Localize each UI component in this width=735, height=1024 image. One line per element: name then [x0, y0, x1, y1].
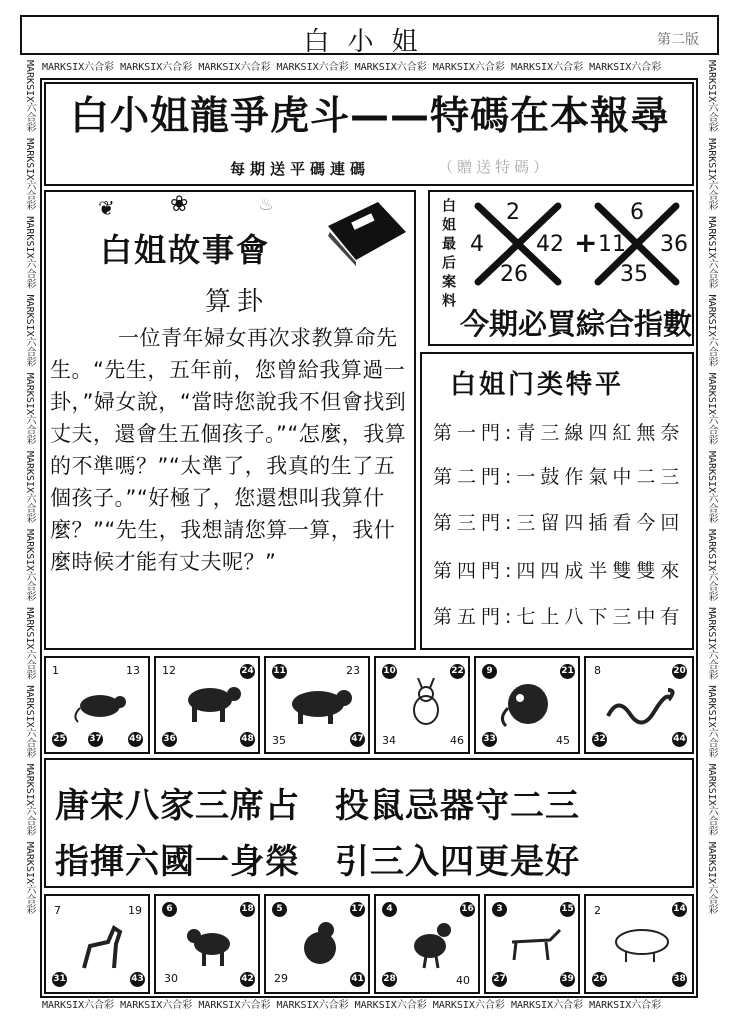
zodiac-number: 48 [240, 732, 255, 747]
gate-row [433, 418, 684, 445]
zodiac-number: 5 [272, 902, 287, 917]
zodiac-number: 7 [54, 904, 61, 917]
zodiac-number: 35 [272, 734, 286, 747]
zodiac-number: 11 [272, 664, 287, 679]
index-side-label: 白姐最后案料 [440, 198, 456, 312]
zodiac-number: 26 [592, 972, 607, 987]
border-text: MARKSIX六合彩 [706, 372, 717, 445]
zodiac-cell-snake [584, 656, 694, 754]
border-text: MARKSIX六合彩 [276, 1000, 349, 1011]
zodiac-number: 20 [672, 664, 687, 679]
zodiac-number: 10 [382, 664, 397, 679]
zodiac-number: 45 [556, 734, 570, 747]
index-number: 6 [630, 200, 644, 225]
tulip-icon: ❦ [98, 196, 115, 220]
border-text: MARKSIX六合彩 [706, 450, 717, 524]
zodiac-number: 8 [594, 664, 601, 677]
zodiac-number: 1 [52, 664, 59, 677]
zodiac-cell-rabbit [374, 656, 470, 754]
zodiac-cell-pig [584, 894, 694, 994]
zodiac-row-top [44, 656, 694, 754]
border-text: MARKSIX六合彩 [706, 763, 717, 836]
border-text: MARKSIX六合彩 [24, 138, 35, 211]
zodiac-number: 14 [672, 902, 687, 917]
zodiac-number: 47 [350, 732, 365, 747]
gate-row [433, 462, 684, 489]
border-text: MARKSIX六合彩 [24, 60, 35, 133]
zodiac-number: 44 [672, 732, 687, 747]
dragon-icon [498, 678, 560, 728]
border-text: MARKSIX六合彩 [198, 1000, 271, 1011]
gate-value: 七上八下三中有 [516, 606, 685, 628]
border-text: MARKSIX六合彩 [589, 62, 662, 73]
gate-label: 第一門: [433, 422, 517, 444]
border-text: MARKSIX六合彩 [706, 529, 717, 602]
border-text: MARKSIX六合彩 [24, 841, 35, 915]
border-text: MARKSIX六合彩 [24, 216, 35, 289]
border-text: MARKSIX六合彩 [120, 62, 193, 73]
gate-label: 第四門: [433, 560, 517, 582]
border-text: MARKSIX六合彩 [42, 62, 115, 73]
border-text: MARKSIX六合彩 [706, 607, 717, 680]
subline: 每期送平碼連碼 [230, 160, 371, 178]
flower-icon: ❀ [170, 192, 189, 217]
border-text: MARKSIX六合彩 [24, 450, 35, 524]
zodiac-cell-goat [154, 894, 260, 994]
gate-label: 第五門: [433, 606, 517, 628]
zodiac-number: 46 [450, 734, 464, 747]
index-number: 36 [660, 232, 688, 257]
border-text: MARKSIX六合彩 [24, 607, 35, 680]
zodiac-number: 17 [350, 902, 365, 917]
zodiac-number: 29 [274, 972, 288, 985]
index-number: 2 [506, 200, 520, 225]
zodiac-cell-monkey [264, 894, 370, 994]
zodiac-number: 18 [240, 902, 255, 917]
story-body: 一位青年婦女再次求教算命先生。“先生，五年前，您曾給我算過一卦，”婦女說，“當時您說我不但會找到丈夫，還會生五個孩子。”“怎麼，我算的不準嗎？”“太準了，我真的生了五個孩子。”“好極了，您還想叫我算什麼？”“先生，我想請您算一算，我什麼時候才能有丈夫呢？” [50, 326, 407, 574]
zodiac-number: 32 [592, 732, 607, 747]
zodiac-number: 21 [560, 664, 575, 679]
zodiac-cell-dragon [474, 656, 580, 754]
zodiac-number: 4 [382, 902, 397, 917]
zodiac-number: 38 [672, 972, 687, 987]
headline: 白小姐龍爭虎斗——特碼在本報尋 [69, 94, 670, 139]
border-text: MARKSIX六合彩 [24, 372, 35, 445]
zodiac-number: 19 [128, 904, 142, 917]
gate-row [433, 556, 684, 583]
zodiac-cell-horse [44, 894, 150, 994]
gate-label: 第三門: [433, 512, 517, 534]
border-text: MARKSIX六合彩 [706, 138, 717, 211]
poem-line-1: 唐宋八家三席占 投鼠忌器守二三 [55, 786, 580, 826]
gate-label: 第二門: [433, 466, 517, 488]
border-text: MARKSIX六合彩 [706, 294, 717, 367]
zodiac-number: 16 [460, 902, 475, 917]
zodiac-number: 12 [162, 664, 176, 677]
zodiac-number: 13 [126, 664, 140, 677]
zodiac-number: 3 [492, 902, 507, 917]
zodiac-number: 23 [346, 664, 360, 677]
zodiac-cell-rooster [374, 894, 480, 994]
bottom-border-strip [42, 998, 692, 1014]
ox-icon [176, 680, 242, 726]
goat-icon [182, 920, 238, 968]
zodiac-number: 22 [450, 664, 465, 679]
border-text: MARKSIX六合彩 [24, 685, 35, 758]
border-text: MARKSIX六合彩 [120, 1000, 193, 1011]
rabbit-icon [404, 678, 448, 730]
zodiac-number: 49 [128, 732, 143, 747]
left-border-strip [18, 60, 40, 1000]
subline-faded: （贈送特碼） [438, 158, 553, 176]
gate-value: 三留四插看今回 [516, 512, 685, 534]
zodiac-number: 15 [560, 902, 575, 917]
zodiac-number: 33 [482, 732, 497, 747]
border-text: MARKSIX六合彩 [706, 685, 717, 758]
border-text: MARKSIX六合彩 [198, 62, 271, 73]
zodiac-number: 31 [52, 972, 67, 987]
zodiac-number: 28 [382, 972, 397, 987]
dog-icon [506, 924, 564, 964]
border-text: MARKSIX六合彩 [510, 62, 584, 73]
zodiac-number: 43 [130, 972, 145, 987]
horse-icon [74, 920, 124, 972]
zodiac-cell-tiger [264, 656, 370, 754]
zodiac-number: 2 [594, 904, 601, 917]
masthead [20, 15, 719, 55]
pig-icon [608, 924, 678, 964]
vase-icon: ♨ [258, 194, 275, 215]
index-number: 42 [536, 232, 564, 257]
zodiac-number: 6 [162, 902, 177, 917]
index-number: 4 [470, 232, 484, 257]
gates-title: 白姐门类特平 [450, 370, 625, 400]
zodiac-number: 42 [240, 972, 255, 987]
edition-label: 第二版 [657, 32, 699, 48]
monkey-icon [296, 918, 344, 970]
index-number: 11 [598, 232, 626, 257]
zodiac-number: 36 [162, 732, 177, 747]
zodiac-number: 40 [456, 974, 470, 987]
snake-icon [604, 686, 678, 726]
border-text: MARKSIX六合彩 [589, 1000, 662, 1011]
zodiac-cell-ox [154, 656, 260, 754]
story-subtitle: 算卦 [205, 287, 270, 317]
gate-row [433, 602, 684, 629]
border-text: MARKSIX六合彩 [432, 1000, 505, 1011]
zodiac-number: 25 [52, 732, 67, 747]
zodiac-number: 30 [164, 972, 178, 985]
border-text: MARKSIX六合彩 [354, 1000, 427, 1011]
border-text: MARKSIX六合彩 [276, 62, 349, 73]
gate-value: 青三線四紅無奈 [516, 422, 685, 444]
gate-row [433, 508, 684, 535]
border-text: MARKSIX六合彩 [24, 763, 35, 836]
tiger-icon [284, 680, 354, 728]
border-text: MARKSIX六合彩 [24, 294, 35, 367]
zodiac-row-bottom [44, 894, 694, 994]
story-title: 白姐故事會 [100, 231, 271, 269]
book-icon [322, 196, 408, 268]
zodiac-number: 27 [492, 972, 507, 987]
zodiac-cell-rat [44, 656, 150, 754]
top-border-strip [42, 60, 692, 76]
rooster-icon [406, 916, 456, 970]
border-text: MARKSIX六合彩 [706, 216, 717, 289]
index-number: 26 [500, 262, 528, 287]
border-text: MARKSIX六合彩 [510, 1000, 584, 1011]
zodiac-number: 9 [482, 664, 497, 679]
zodiac-number: 39 [560, 972, 575, 987]
gate-value: 一鼓作氣中二三 [516, 466, 685, 488]
zodiac-number: 34 [382, 734, 396, 747]
zodiac-cell-dog [484, 894, 580, 994]
zodiac-number: 37 [88, 732, 103, 747]
right-border-strip [700, 60, 722, 1000]
index-number: 35 [620, 262, 648, 287]
border-text: MARKSIX六合彩 [24, 529, 35, 602]
zodiac-number: 24 [240, 664, 255, 679]
border-text: MARKSIX六合彩 [42, 1000, 115, 1011]
border-text: MARKSIX六合彩 [432, 62, 505, 73]
poem-line-2: 指揮六國一身榮 引三入四更是好 [55, 842, 580, 882]
border-text: MARKSIX六合彩 [706, 60, 717, 133]
gate-value: 四四成半雙雙來 [516, 560, 685, 582]
masthead-title: 白小姐 [303, 27, 436, 57]
border-text: MARKSIX六合彩 [354, 62, 427, 73]
plus-sign: + [574, 226, 598, 259]
rat-icon [72, 684, 132, 724]
zodiac-number: 41 [350, 972, 365, 987]
border-text: MARKSIX六合彩 [706, 841, 717, 915]
index-title: 今期必買綜合指數 [460, 307, 693, 341]
